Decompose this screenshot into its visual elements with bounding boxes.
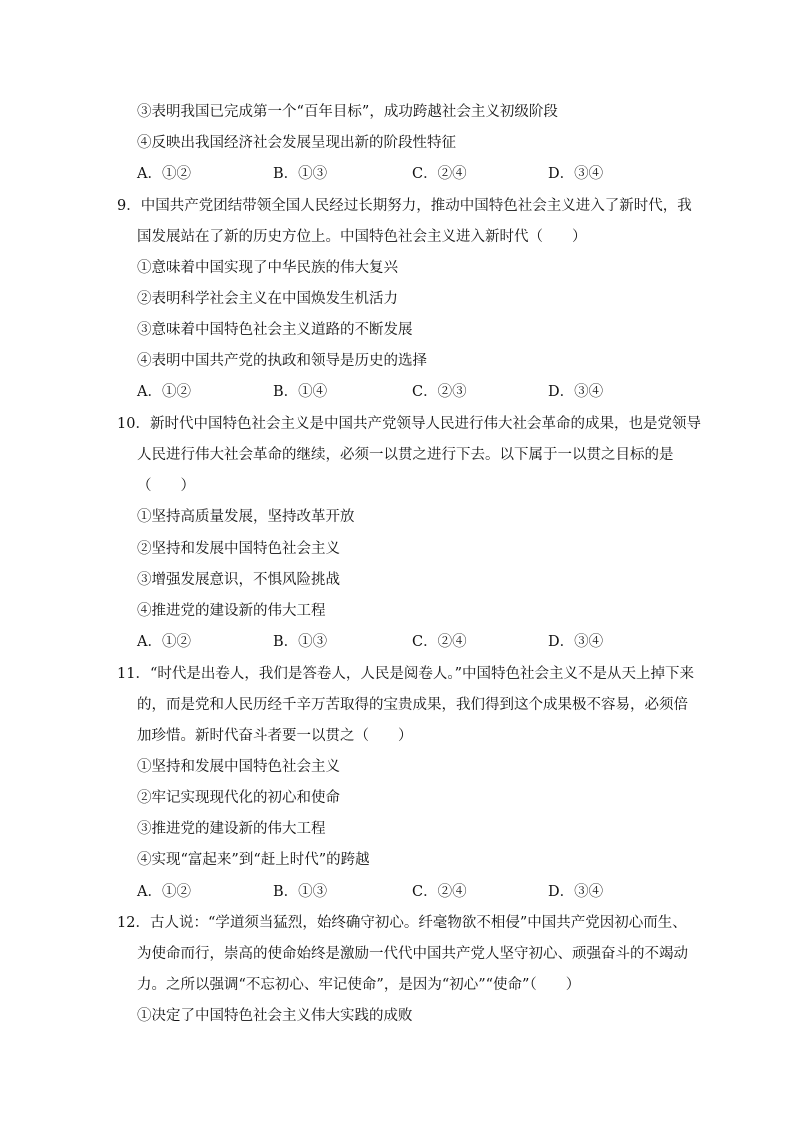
question-11-stem: 11．“时代是出卷人，我们是答卷人，人民是阅卷人。”中国特色社会主义不是从天上掉下来 [117, 666, 695, 682]
option-b: B．①③ [273, 634, 328, 650]
question-10-options [137, 632, 682, 652]
question-11-item-1: ①坚持和发展中国特色社会主义 [137, 759, 340, 775]
question-11-stem: 的，而是党和人民历经千辛万苦取得的宝贵成果，我们得到这个成果极不容易，必须倍 [137, 697, 688, 713]
option-c: C．②④ [412, 634, 467, 650]
question-12-stem: 力。之所以强调“不忘初心、牢记使命”，是因为“初心”“使命”（ ） [137, 977, 581, 993]
question-10-stem: （ ） [137, 478, 195, 494]
question-12-stem: 为使命而行，崇高的使命始终是激励一代代中国共产党人坚守初心、顽强奋斗的不竭动 [137, 946, 688, 962]
option-d: D．③④ [548, 384, 604, 400]
question-12-item-1: ①决定了中国特色社会主义伟大实践的成败 [137, 1008, 413, 1024]
question-10-item-1: ①坚持高质量发展，坚持改革开放 [137, 509, 355, 525]
question-10-stem: 人民进行伟大社会革命的继续，必须一以贯之进行下去。以下属于一以贯之目标的是 [137, 447, 674, 463]
option-a: A．①② [137, 884, 191, 900]
question-11-options [137, 882, 682, 902]
carryover-item-3: ③表明我国已完成第一个“百年目标”，成功跨越社会主义初级阶段 [137, 104, 558, 120]
option-a: A．①② [137, 166, 191, 182]
question-10-item-2: ②坚持和发展中国特色社会主义 [137, 541, 340, 557]
question-11-item-3: ③推进党的建设新的伟大工程 [137, 821, 326, 837]
question-12-stem: 12．古人说：“学道须当猛烈，始终确守初心。纤毫物欲不相侵”中国共产党因初心而生、 [117, 915, 687, 931]
option-c: C．②③ [412, 384, 467, 400]
carryover-item-4: ④反映出我国经济社会发展呈现出新的阶段性特征 [137, 135, 456, 151]
question-9-stem: 国发展站在了新的历史方位上。中国特色社会主义进入新时代（ ） [137, 229, 587, 245]
question-9-options [137, 382, 682, 402]
question-11-item-4: ④实现“富起来”到“赶上时代”的跨越 [137, 852, 370, 868]
option-a: A．①② [137, 384, 191, 400]
option-b: B．①④ [273, 384, 328, 400]
question-11-item-2: ②牢记实现现代化的初心和使命 [137, 790, 340, 806]
option-b: B．①③ [273, 884, 328, 900]
question-9-stem: 9．中国共产党团结带领全国人民经过长期努力，推动中国特色社会主义进入了新时代，我 [117, 198, 692, 214]
option-d: D．③④ [548, 166, 604, 182]
option-b: B．①③ [273, 166, 328, 182]
option-c: C．②④ [412, 884, 467, 900]
question-9-item-4: ④表明中国共产党的执政和领导是历史的选择 [137, 353, 427, 369]
option-d: D．③④ [548, 884, 604, 900]
question-10-item-4: ④推进党的建设新的伟大工程 [137, 603, 326, 619]
carryover-options [137, 164, 682, 184]
option-a: A．①② [137, 634, 191, 650]
question-9-item-1: ①意味着中国实现了中华民族的伟大复兴 [137, 260, 398, 276]
question-10-item-3: ③增强发展意识，不惧风险挑战 [137, 572, 340, 588]
question-9-item-3: ③意味着中国特色社会主义道路的不断发展 [137, 322, 413, 338]
option-d: D．③④ [548, 634, 604, 650]
question-11-stem: 加珍惜。新时代奋斗者要一以贯之（ ） [137, 728, 413, 744]
question-10-stem: 10．新时代中国特色社会主义是中国共产党领导人民进行伟大社会革命的成果，也是党领导 [117, 416, 701, 432]
question-9-item-2: ②表明科学社会主义在中国焕发生机活力 [137, 291, 398, 307]
option-c: C．②④ [412, 166, 467, 182]
